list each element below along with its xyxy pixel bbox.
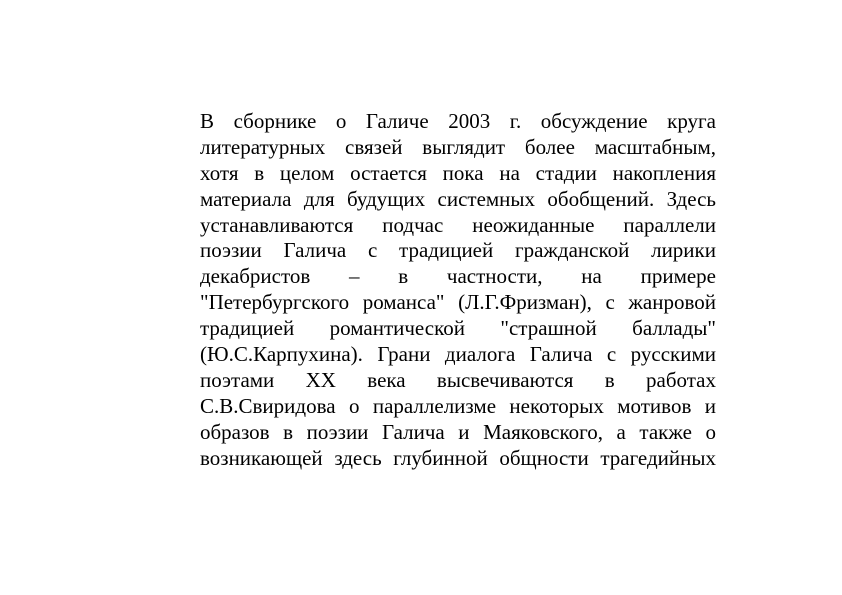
text-line: В сборнике о Галиче 2003 г. обсуждение круга [200,109,716,133]
text-line: (Ю.С.Карпухина). Грани диалога Галича с русскими [200,342,716,367]
text-line: поэтами XX века высвечиваются в работах [200,367,716,392]
text-line: литературных связей выглядит более масштабным, [200,134,716,159]
text-line: хотя в целом остается пока на стадии накопления [200,160,716,185]
text-line: поэзии Галича с традицией гражданской лирики [200,238,716,263]
text-line: декабристов – в частности, на примере [200,264,716,289]
text-line: образов в поэзии Галича и Маяковского, а также о [200,419,716,444]
text-line: традицией романтической "страшной баллады" [200,316,716,341]
text-line: С.В.Свиридова о параллелизме некоторых мотивов и [200,393,716,418]
text-line: возникающей здесь глубинной общности трагедийных [200,445,716,470]
text-line: материала для будущих системных обобщений. Здесь [200,186,716,211]
text-line: "Петербургского романса" (Л.Г.Фризман), с жанровой [200,290,716,315]
text-line: устанавливаются подчас неожиданные параллели [200,212,716,237]
paragraph [200,109,716,471]
